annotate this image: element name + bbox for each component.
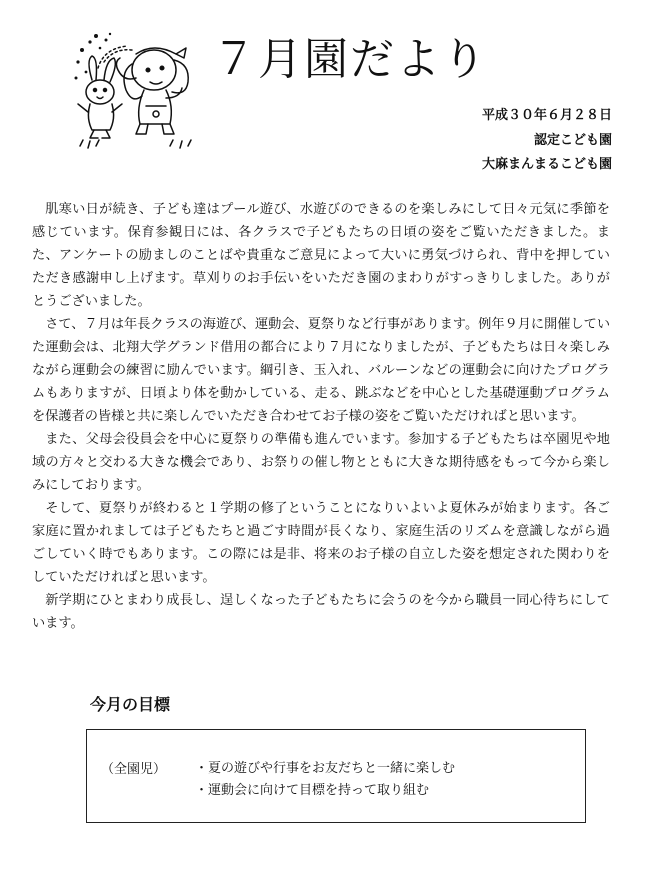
- newsletter-body: [32, 198, 610, 635]
- paragraph: 新学期にひとまわり成長し、逞しくなった子どもたちに会うのを今から職員一同心待ちにしています。: [32, 593, 610, 631]
- organization-name: 大麻まんまるこども園: [481, 157, 612, 172]
- paragraph: また、父母会役員会を中心に夏祭りの準備も進んでいます。参加する子どもたちは卒園児や地域の方々と交わる大きな機会であり、お祭りの催し物とともに大きな期待感をもって今から楽しみにしております。: [32, 432, 610, 493]
- header-meta: [482, 104, 612, 178]
- organization-type: 認定こども園: [533, 132, 612, 148]
- elephant-rabbit-illustration: [70, 28, 198, 156]
- issue-date: 平成３０年６月２８日: [481, 108, 612, 123]
- paragraph: 肌寒い日が続き、子ども達はプール遊び、水遊びのできるのを楽しみにして日々元気に季節を感じています。保育参観日には、各クラスで子どもたちの日頃の姿をご覧いただきました。また、アンケートの励ましのことばや貴重なご意見によって大いに勇気づけられ、背中を押していただき感謝申し上げます。草刈りのお手伝いをいただき園のまわりがすっきりしました。ありがとうございました。: [32, 202, 610, 309]
- elephant-icon: [116, 48, 188, 134]
- page-title: ７月園だより: [212, 34, 488, 85]
- goals-box: [86, 729, 586, 823]
- paragraph: さて、７月は年長クラスの海遊び、運動会、夏祭りなど行事があります。例年９月に開催していた運動会は、北翔大学グランド借用の都合により７月になりましたが、子どもたちは日々楽しみながら運動会の練習に励んでいます。綱引き、玉入れ、バルーンなどの運動会に向けたプログラムもありますが、日頃より体を動かしている、走る、跳ぶなどを中心とした基礎運動プログラムを保護者の皆様と共に楽しんでいただき合わせてお子様の姿をご覧いただければと思います。: [32, 317, 611, 424]
- rabbit-icon: [78, 56, 122, 138]
- goal-item: ・夏の遊びや行事をお友だちと一緒に楽しむ: [195, 761, 456, 776]
- goals-heading: 今月の目標: [90, 695, 171, 714]
- goals-group-label: （全園児）: [101, 762, 167, 777]
- goals-list: [195, 758, 455, 802]
- paragraph: そして、夏祭りが終わると１学期の修了ということになりいよいよ夏休みが始まります。各ご家庭に置かれましては子どもたちと過ごす時間が長くなり、家庭生活のリズムを意識しながら過ごしていく時でもあります。この際には是非、将来のお子様の自立した姿を想定された関わりをしていただければと思います。: [32, 501, 610, 585]
- goal-item: ・運動会に向けて目標を持って取り組む: [195, 783, 430, 798]
